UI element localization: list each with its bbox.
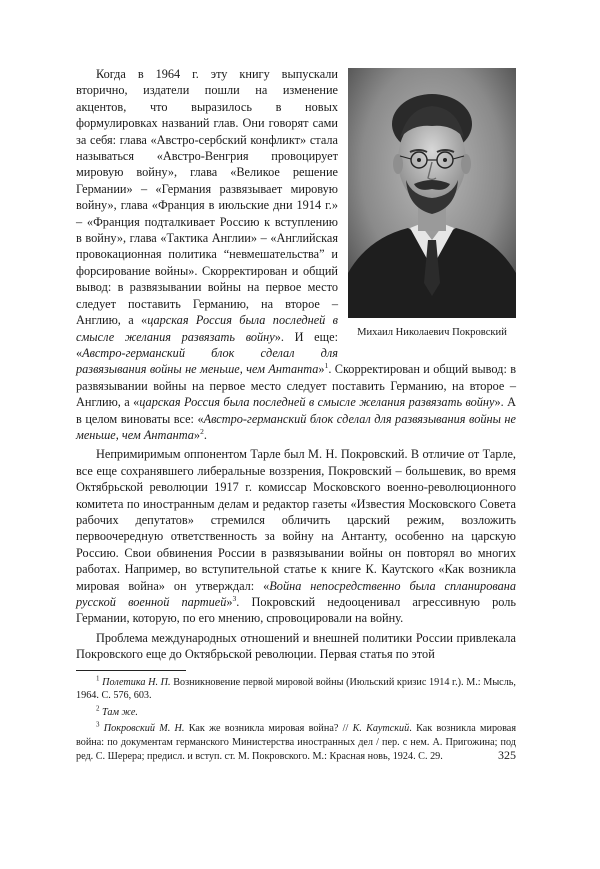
p1-text-e: ». А в целом виноваты все: «	[76, 395, 516, 426]
footnote-ref-2[interactable]: 2	[200, 426, 204, 436]
p1-quote-russia-2: царская Россия была последней в смысле желания развязать войну	[139, 395, 495, 410]
page-number: 325	[498, 748, 516, 762]
footnote-ref-3[interactable]: 3	[232, 593, 237, 603]
footnote-3-mark: 3	[96, 721, 100, 730]
footnote-2	[76, 706, 516, 720]
paragraph-3: Проблема международных отношений и внешней политики России привлекала Покровского еще до Октябрьской революции. Первая статья по этой	[76, 630, 516, 662]
p1-quote-russia: царская Россия была последней в смысле желания развязать войну	[76, 313, 338, 344]
p1-quote-bloc-2: Австро-германский блок сделал для развязывания войны не меньше, чем Антанта	[76, 411, 516, 442]
p1-quote-bloc: Австро-германский блок сделал для развязывания войны не меньше, чем Антанта	[76, 345, 338, 377]
figure-caption: Михаил Николаевич Покровский	[357, 327, 507, 338]
p2-text-a: Непримиримым оппонентом Тарле был М. Н. Покровский. В отличие от Тарле, все еще сохранявшего либеральные воззрения, Покровский – большевик, во время Октябрьской революции 1917 г. комиссар Московского военно-революционного комитета по иностранным делам и редактор газеты «Известия Московского Совета рабочих депутатов» стремился обличить царский режим, возложить первоочередную ответственность за войну на Антанту, особенно на царскую Россию. Свои обвинения России в развязывании войны он повторял во многих работах. Например, во вступительной статье к книге К. Каутского «Как возникла мировая война» он утверждал: «	[76, 447, 516, 593]
footnote-1-author: Полетика Н. П.	[102, 676, 171, 688]
footnote-divider	[76, 670, 186, 671]
footnote-1	[76, 676, 516, 703]
p1-text-d: . Скорректирован и общий вывод: в развязывании войны на первое место следует поставить Германию, на второе – Англию, а «	[76, 362, 517, 410]
p1-text-f: »	[193, 427, 201, 442]
footnote-1-mark: 1	[96, 674, 100, 683]
p1-text-b: ». И еще: «	[76, 329, 338, 360]
footnote-1-text: Возникновение первой мировой войны (Июльский кризис 1914 г.). М.: Мысль, 1964. С. 576, 603.	[76, 676, 516, 702]
footnote-3-editor: К. Каутский	[352, 723, 410, 735]
footnote-ref-1[interactable]: 1	[324, 361, 329, 371]
footnote-2-mark: 2	[96, 704, 100, 713]
portrait-figure	[348, 68, 516, 345]
p2-text-b: »	[226, 595, 233, 609]
p1-text-c: »	[318, 362, 325, 377]
portrait-photo	[348, 68, 516, 318]
footnote-3-text-b: . Как возникла мировая война: по документам германского Министерства иностранных дел / пер. с нем. А. Пригожина; под ред. С. Шерера; предисл. и вступ. ст. М. Покровского. М.: Красная новь, 1924. С. 29.	[76, 723, 517, 762]
p2-quote-war-party: Война непосредственно была спланирована русской военной партией	[76, 578, 516, 609]
paragraph-2	[76, 446, 516, 626]
p1-text-a: Когда в 1964 г. эту книгу выпускали вторично, издатели пошли на изменение акцентов, что выразилось в новых формулировках названий глав. Они говорят сами за себя: глава «Австро-сербский конфликт» стала называться «Австро-Венгрия провоцирует мировую войну», глава «Великое решение Германии» – «Германия развязывает мировую войну», глава «Франция в июльские дни 1914 г.» – «Франция подталкивает Россию к вступлению в войну», глава «Тактика Англии» – «Английская провокационная политика “невмешательства” и форсирование войны». Скорректирован и общий вывод: в развязывании войны на первое место следует поставить Германию, на второе – Англию, а «	[76, 67, 338, 328]
footnote-3-author: Покровский М. Н.	[103, 723, 185, 735]
footnote-3	[76, 722, 516, 763]
p1-text-g: .	[203, 427, 207, 442]
p2-text-c: . Покровский недооценивал агрессивную роль Германии, которую, по его мнению, спровоцировали на войну.	[76, 595, 516, 626]
footnote-2-text: Там же.	[102, 706, 138, 718]
footnote-3-text-a: Как же возникла мировая война? //	[184, 723, 353, 735]
main-text	[76, 66, 516, 763]
footnotes	[76, 676, 516, 764]
